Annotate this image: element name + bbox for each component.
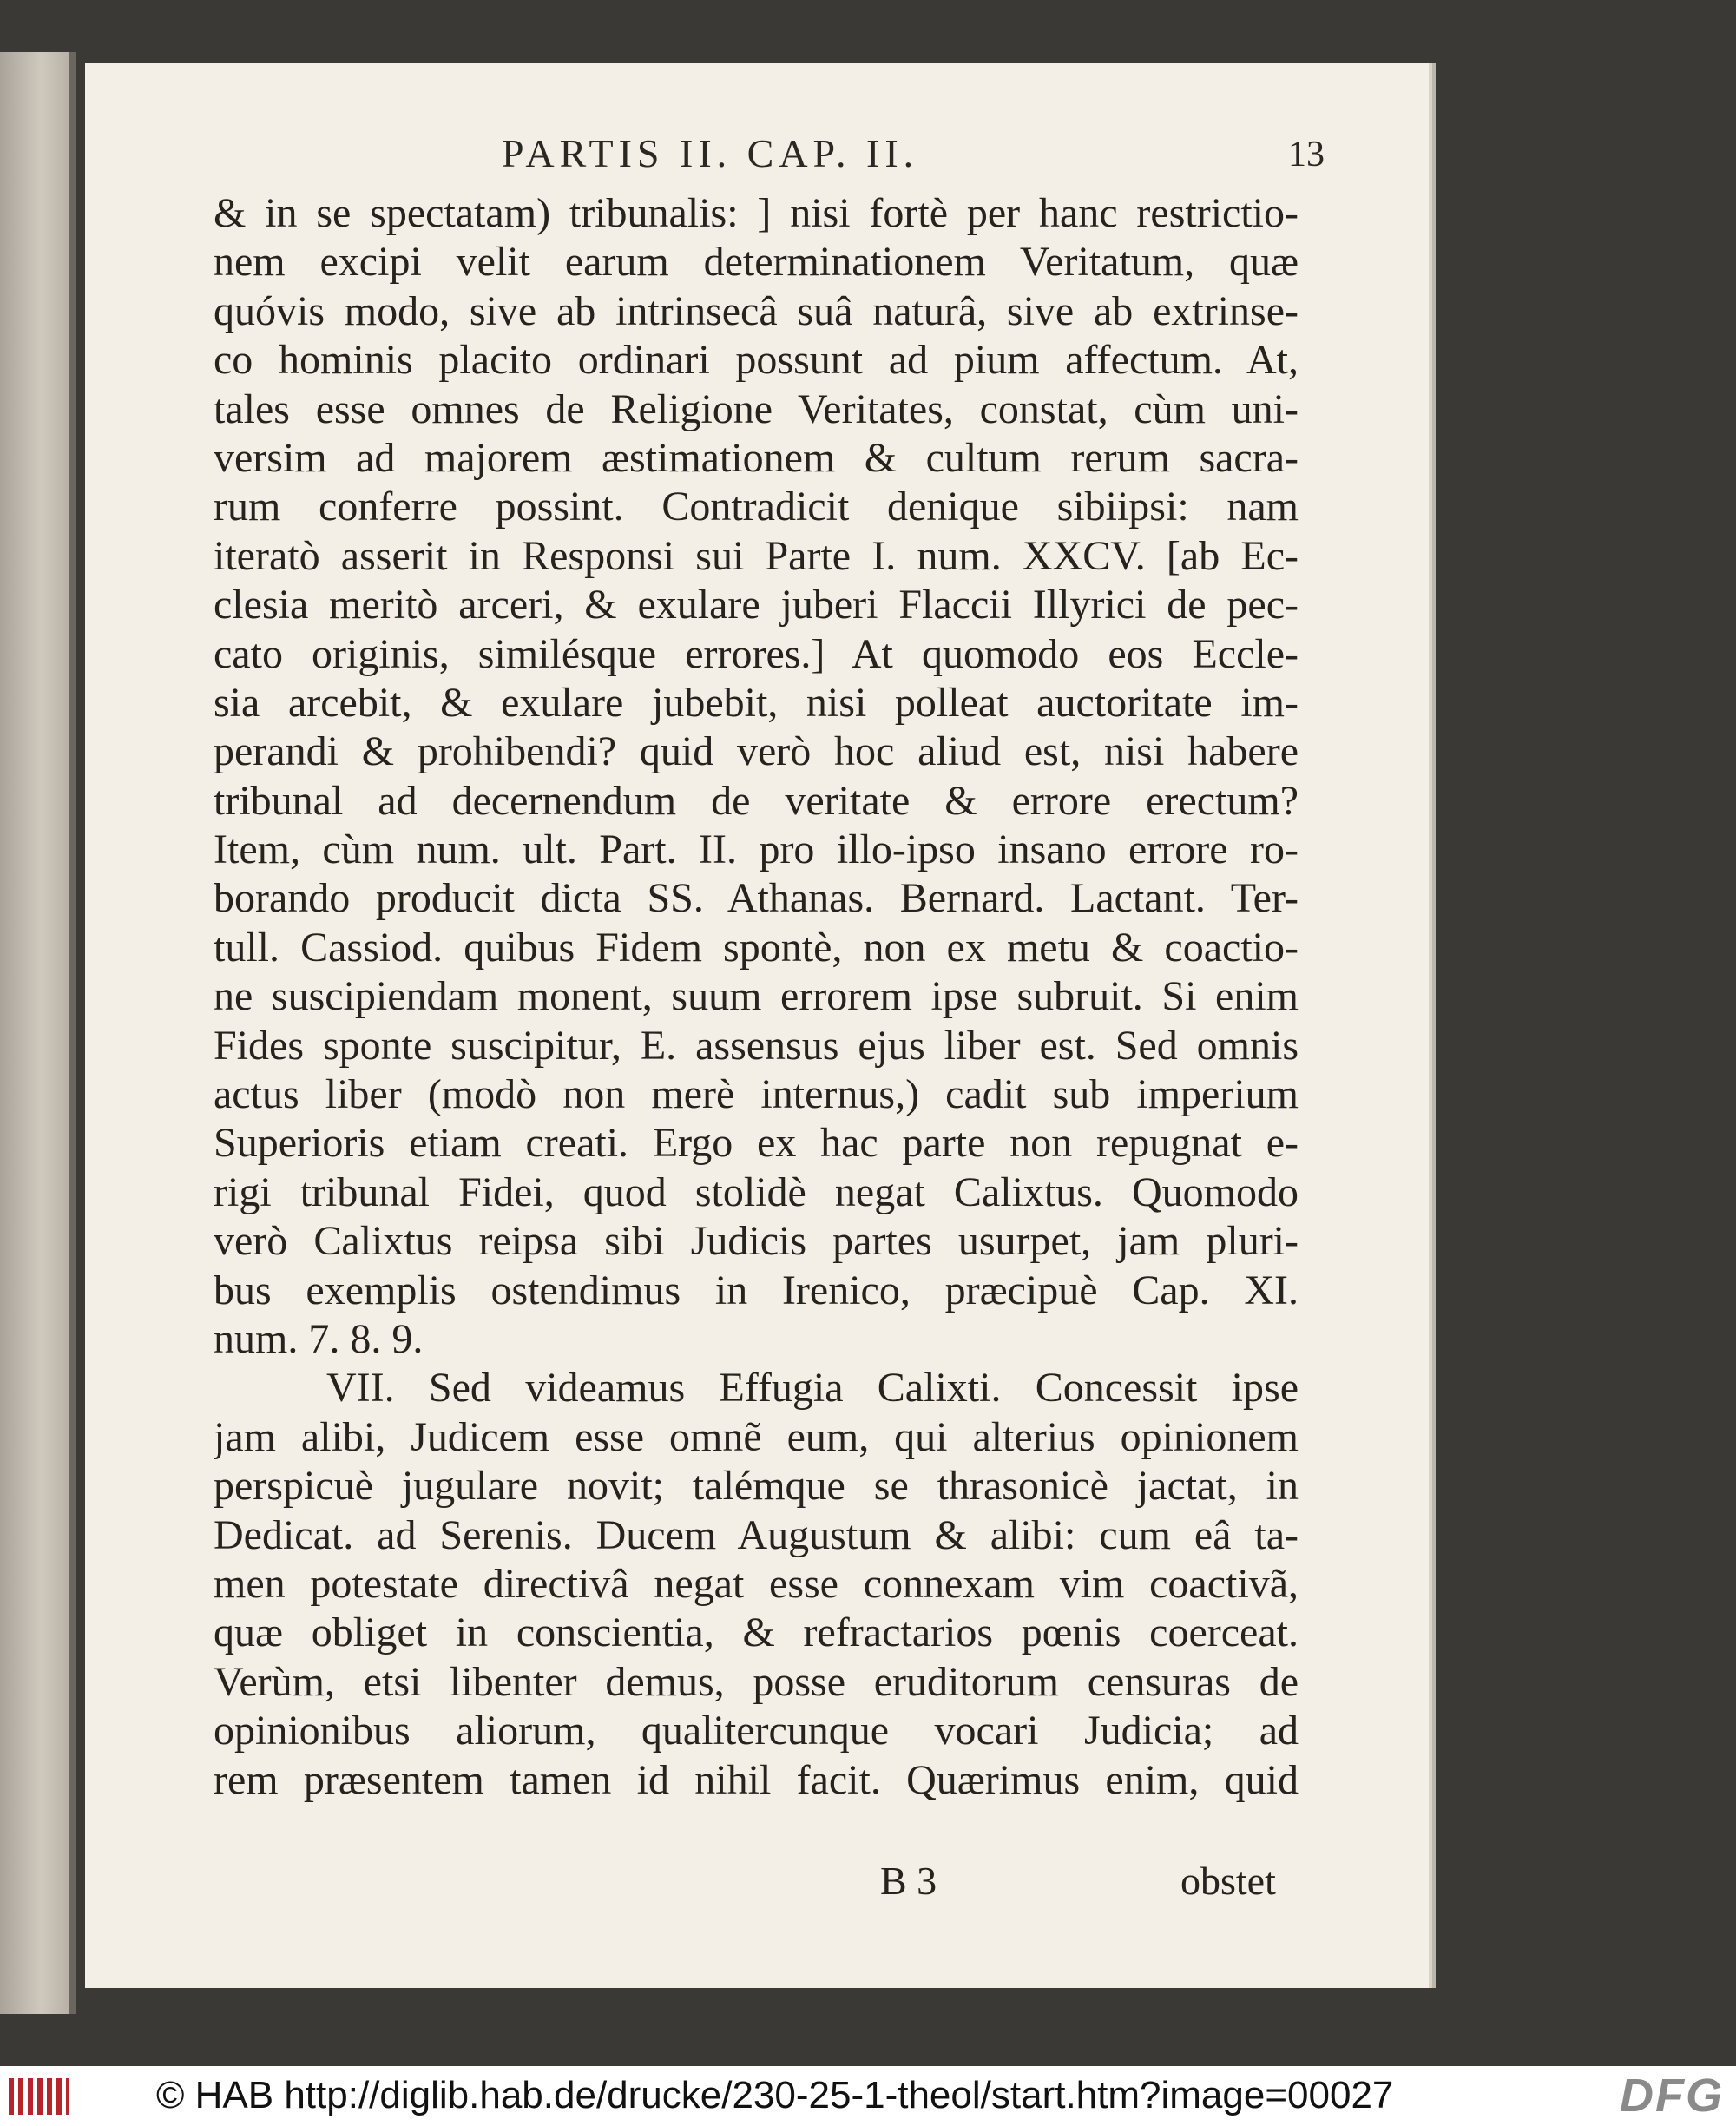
- text-line: tales esse omnes de Religione Veritates, constat, cùm uni-: [214, 385, 1299, 432]
- text-line: VII. Sed videamus Effugia Calixti. Concessit ipse: [326, 1365, 1299, 1412]
- text-line: quæ obliget in conscientia, & refractarios pœnis coerceat.: [214, 1609, 1299, 1656]
- text-line: Item, cùm num. ult. Part. II. pro illo-ipso insano errore ro-: [214, 826, 1299, 873]
- text-line: verò Calixtus reipsa sibi Judicis partes usurpet, jam pluri-: [214, 1218, 1299, 1265]
- text-line: ne suscipiendam monent, suum errorem ipse subruit. Si enim: [214, 973, 1299, 1020]
- text-line: perspicuè jugulare novit; talémque se thrasonicè jactat, in: [214, 1463, 1299, 1510]
- text-line: jam alibi, Judicem esse omnẽ eum, qui alterius opinionem: [214, 1413, 1299, 1460]
- text-line: quóvis modo, sive ab intrinsecâ suâ naturâ, sive ab extrinse-: [214, 287, 1299, 334]
- text-line: rum conferre possint. Contradicit denique sibiipsi: nam: [214, 484, 1299, 530]
- dfg-logo: DFG: [1620, 2070, 1724, 2122]
- text-line: clesia meritò arceri, & exulare juberi Flaccii Illyrici de pec-: [214, 582, 1299, 629]
- text-line: nem excipi velit earum determinationem Veritatum, quæ: [214, 239, 1299, 286]
- text-line: bus exemplis ostendimus in Irenico, præcipuè Cap. XI.: [214, 1267, 1299, 1313]
- running-head: [85, 130, 1429, 191]
- text-line: & in se spectatam) tribunalis: ] nisi fortè per hanc restrictio-: [214, 190, 1299, 236]
- text-line: rem præsentem tamen id nihil facit. Quærimus enim, quid: [214, 1756, 1299, 1803]
- text-line: opinionibus aliorum, qualitercunque vocari Judicia; ad: [214, 1708, 1299, 1754]
- barcode-icon: [9, 2078, 69, 2115]
- running-title: PARTIS II. CAP. II.: [502, 131, 919, 175]
- text-line: rigi tribunal Fidei, quod stolidè negat Calixtus. Quomodo: [214, 1168, 1299, 1215]
- text-block: [214, 189, 1299, 1805]
- text-line: sia arcebit, & exulare jubebit, nisi polleat auctoritate im-: [214, 679, 1299, 726]
- text-line: borando producit dicta SS. Athanas. Bernard. Lactant. Ter-: [214, 875, 1299, 922]
- page-number: 13: [1288, 135, 1325, 174]
- page-footer: [85, 1858, 1429, 1906]
- viewer-footer-bar: [0, 2066, 1736, 2126]
- book-page: [85, 63, 1429, 1988]
- text-line: perandi & prohibendi? quid verò hoc aliud est, nisi habere: [214, 728, 1299, 775]
- text-line: Verùm, etsi libenter demus, posse eruditorum censuras de: [214, 1658, 1299, 1705]
- catchword: obstet: [1180, 1859, 1276, 1903]
- text-line: cato originis, similésque errores.] At quomodo eos Eccle-: [214, 630, 1299, 677]
- text-line: actus liber (modò non merè internus,) cadit sub imperium: [214, 1071, 1299, 1118]
- text-line: co hominis placito ordinari possunt ad pium affectum. At,: [214, 337, 1299, 384]
- text-line: men potestate directivâ negat esse connexam vim coactivã,: [214, 1560, 1299, 1607]
- text-line: tribunal ad decernendum de veritate & errore erectum?: [214, 777, 1299, 824]
- text-line: Fides sponte suscipitur, E. assensus ejus liber est. Sed omnis: [214, 1022, 1299, 1069]
- text-line: iteratò asserit in Responsi sui Parte I. num. XXCV. [ab Ec-: [214, 532, 1299, 579]
- facing-page-edge: [0, 52, 71, 2014]
- signature-mark: B 3: [880, 1859, 937, 1903]
- text-line: num. 7. 8. 9.: [214, 1315, 424, 1362]
- text-line: Dedicat. ad Serenis. Ducem Augustum & alibi: cum eâ ta-: [214, 1511, 1299, 1558]
- text-line: Superioris etiam creati. Ergo ex hac parte non repugnat e-: [214, 1120, 1299, 1167]
- copyright-link[interactable]: © HAB http://diglib.hab.de/drucke/230-25-1-theol/start.htm?image=00027: [156, 2074, 1394, 2116]
- text-line: versim ad majorem æstimationem & cultum rerum sacra-: [214, 434, 1299, 481]
- text-line: tull. Cassiod. quibus Fidem spontè, non ex metu & coactio-: [214, 924, 1299, 971]
